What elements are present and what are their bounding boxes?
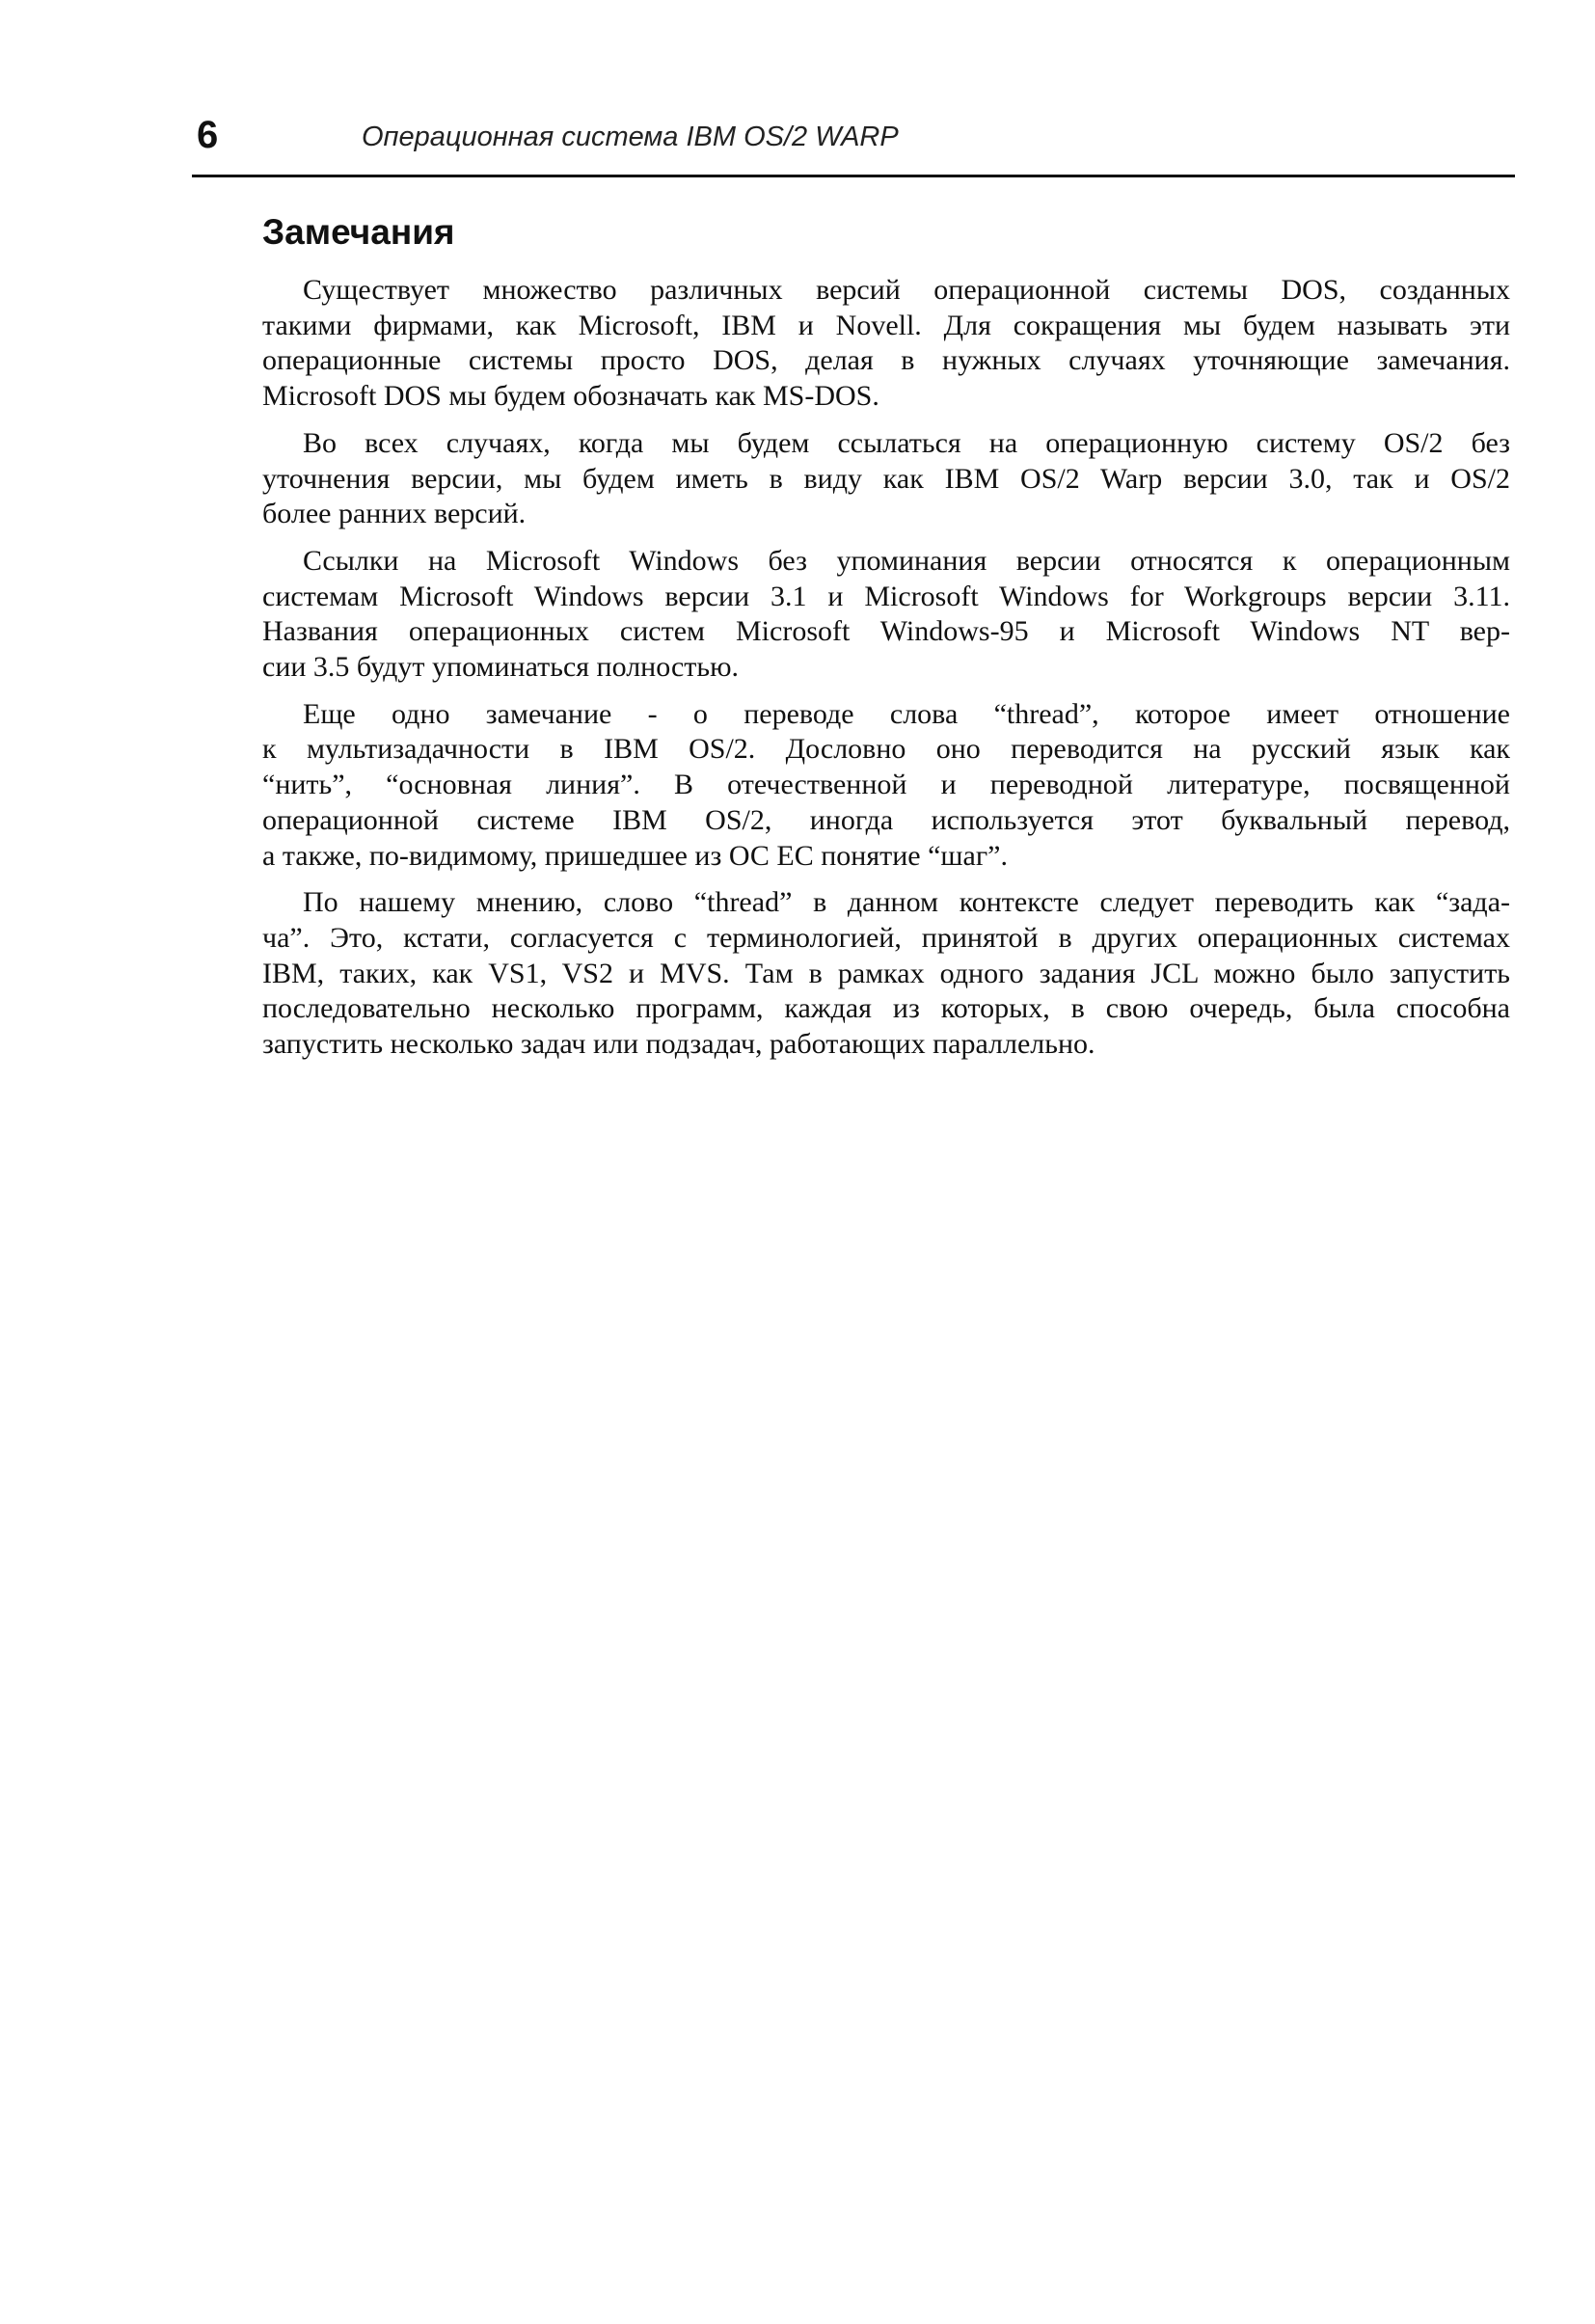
paragraph (262, 885, 1510, 1063)
text-line: Еще одно замечание - о переводе слова “thread”, которое имеет отношение (303, 697, 1510, 730)
paragraph (262, 273, 1510, 415)
text-line: “нить”, “основная линия”. В отечественной и переводной литературе, посвященной (262, 769, 1510, 801)
page-number: 6 (197, 114, 219, 156)
text-line: к мультизадачности в IBM OS/2. Дословно оно переводится на русский язык как (262, 733, 1510, 766)
text-line: сии 3.5 будут упоминаться полностью. (262, 651, 740, 684)
text-line: Существует множество различных версий операционной системы DOS, созданных (303, 274, 1510, 306)
text-line: более ранних версий. (262, 498, 527, 530)
text-line: запустить несколько задач или подзадач, работающих параллельно. (262, 1028, 1095, 1061)
text-line: Microsoft DOS мы будем обозначать как MS-DOS. (262, 380, 879, 413)
text-line: Названия операционных систем Microsoft Windows-95 и Microsoft Windows NT вер- (262, 615, 1510, 648)
text-line: последовательно несколько программ, каждая из которых, в свою очередь, была способна (262, 992, 1510, 1025)
text-line: операционной системе IBM OS/2, иногда используется этот буквальный перевод, (262, 803, 1510, 836)
section-heading: Замечания (262, 212, 455, 252)
text-line: IBM, таких, как VS1, VS2 и MVS. Там в рамках одного задания JCL можно было запустить (262, 957, 1510, 989)
header-rule (192, 175, 1515, 177)
text-line: По нашему мнению, слово “thread” в данном контексте следует переводить как “зада- (303, 886, 1510, 919)
paragraph (262, 697, 1510, 875)
text-line: Ссылки на Microsoft Windows без упоминания версии относятся к операционным (303, 544, 1510, 577)
section-body (262, 273, 1510, 1074)
text-line: уточнения версии, мы будем иметь в виду как IBM OS/2 Warp версии 3.0, так и OS/2 (262, 462, 1510, 495)
paragraph (262, 544, 1510, 686)
paragraph (262, 426, 1510, 532)
text-line: операционные системы просто DOS, делая в нужных случаях уточняющие замечания. (262, 344, 1510, 377)
text-line: системам Microsoft Windows версии 3.1 и Microsoft Windows for Workgroups версии 3.11. (262, 580, 1510, 612)
running-title: Операционная система IBM OS/2 WARP (362, 122, 899, 152)
text-line: а также, по-видимому, пришедшее из ОС ЕС понятие “шаг”. (262, 839, 1008, 872)
text-line: Во всех случаях, когда мы будем ссылаться на операционную систему OS/2 без (303, 426, 1510, 459)
text-line: такими фирмами, как Microsoft, IBM и Novell. Для сокращения мы будем называть эти (262, 309, 1510, 341)
text-line: ча”. Это, кстати, согласуется с терминологией, принятой в других операционных системах (262, 921, 1510, 954)
